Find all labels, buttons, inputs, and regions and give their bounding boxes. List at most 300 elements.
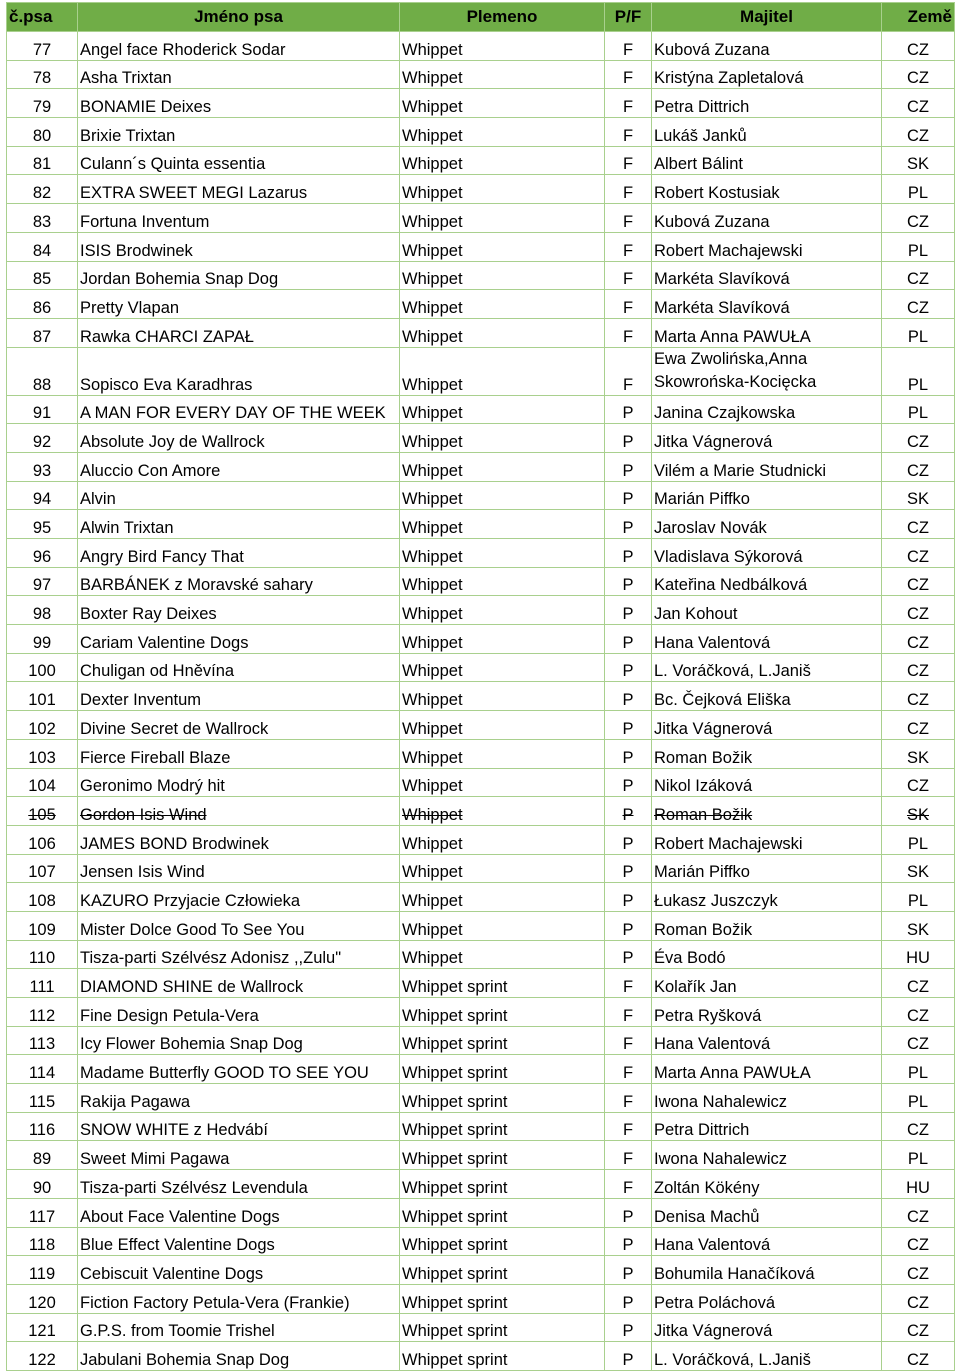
- country-cell: CZ: [882, 89, 955, 118]
- breed-cell: Whippet: [400, 739, 605, 768]
- sex-cell: F: [605, 347, 652, 395]
- dog-number-cell: 113: [7, 1026, 78, 1055]
- owner-cell: Lukáš Janků: [652, 118, 882, 147]
- table-row: [7, 539, 955, 568]
- breed-cell: Whippet: [400, 625, 605, 654]
- dog-name-cell: Cebiscuit Valentine Dogs: [78, 1256, 400, 1285]
- dog-number-cell: 90: [7, 1170, 78, 1199]
- breed-cell: Whippet: [400, 175, 605, 204]
- dog-number-cell: 106: [7, 825, 78, 854]
- table-row: [7, 481, 955, 510]
- owner-cell: Petra Ryšková: [652, 998, 882, 1027]
- dog-name-cell: Tisza-parti Szélvész Adonisz ,,Zulu": [78, 940, 400, 969]
- owner-cell: Hana Valentová: [652, 1026, 882, 1055]
- dog-name-cell: Angel face Rhoderick Sodar: [78, 32, 400, 61]
- dog-name-cell: Angry Bird Fancy That: [78, 539, 400, 568]
- breed-cell: Whippet: [400, 653, 605, 682]
- dog-number-cell: 77: [7, 32, 78, 61]
- table-row: [7, 739, 955, 768]
- country-cell: SK: [882, 739, 955, 768]
- breed-cell: Whippet: [400, 395, 605, 424]
- table-row: [7, 625, 955, 654]
- owner-cell: Marián Piffko: [652, 854, 882, 883]
- table-row: [7, 89, 955, 118]
- owner-cell: Jitka Vágnerová: [652, 1313, 882, 1342]
- breed-cell: Whippet: [400, 481, 605, 510]
- dog-number-cell: 112: [7, 998, 78, 1027]
- country-cell: PL: [882, 347, 955, 395]
- dog-number-cell: 94: [7, 481, 78, 510]
- owner-cell: Marta Anna PAWUŁA: [652, 1055, 882, 1084]
- dog-number-cell: 105: [7, 797, 78, 826]
- dog-name-cell: Rakija Pagawa: [78, 1084, 400, 1113]
- breed-cell: Whippet sprint: [400, 969, 605, 998]
- table-row: [7, 998, 955, 1027]
- breed-cell: Whippet sprint: [400, 1313, 605, 1342]
- sex-cell: P: [605, 539, 652, 568]
- dog-number-cell: 95: [7, 510, 78, 539]
- sex-cell: F: [605, 261, 652, 290]
- dog-name-cell: Fortuna Inventum: [78, 204, 400, 233]
- dog-number-cell: 89: [7, 1141, 78, 1170]
- dog-number-cell: 97: [7, 567, 78, 596]
- dog-name-cell: Cariam Valentine Dogs: [78, 625, 400, 654]
- sex-cell: P: [605, 711, 652, 740]
- column-header-sex: P/F: [605, 3, 652, 32]
- breed-cell: Whippet: [400, 539, 605, 568]
- owner-cell: Jaroslav Novák: [652, 510, 882, 539]
- country-cell: CZ: [882, 768, 955, 797]
- dog-number-cell: 118: [7, 1227, 78, 1256]
- owner-cell: L. Voráčková, L.Janiš: [652, 1342, 882, 1371]
- country-cell: CZ: [882, 711, 955, 740]
- sex-cell: P: [605, 424, 652, 453]
- table-header: [7, 3, 955, 32]
- owner-cell: Markéta Slavíková: [652, 261, 882, 290]
- owner-cell: Marta Anna PAWUŁA: [652, 318, 882, 347]
- column-header-breed: Plemeno: [400, 3, 605, 32]
- breed-cell: Whippet sprint: [400, 1342, 605, 1371]
- sex-cell: F: [605, 1055, 652, 1084]
- table-row: [7, 1141, 955, 1170]
- dog-name-cell: Blue Effect Valentine Dogs: [78, 1227, 400, 1256]
- breed-cell: Whippet: [400, 204, 605, 233]
- dog-number-cell: 121: [7, 1313, 78, 1342]
- country-cell: SK: [882, 481, 955, 510]
- country-cell: PL: [882, 318, 955, 347]
- sex-cell: P: [605, 395, 652, 424]
- sex-cell: F: [605, 232, 652, 261]
- sex-cell: F: [605, 1112, 652, 1141]
- owner-cell: Iwona Nahalewicz: [652, 1084, 882, 1113]
- owner-cell: Roman Božik: [652, 739, 882, 768]
- table-row: [7, 261, 955, 290]
- sex-cell: F: [605, 998, 652, 1027]
- sex-cell: P: [605, 481, 652, 510]
- country-cell: CZ: [882, 1227, 955, 1256]
- breed-cell: Whippet: [400, 567, 605, 596]
- country-cell: CZ: [882, 1342, 955, 1371]
- country-cell: CZ: [882, 1284, 955, 1313]
- dog-number-cell: 78: [7, 60, 78, 89]
- dog-number-cell: 87: [7, 318, 78, 347]
- country-cell: PL: [882, 1055, 955, 1084]
- sex-cell: P: [605, 596, 652, 625]
- table-row: [7, 711, 955, 740]
- dog-name-cell: Pretty Vlapan: [78, 290, 400, 319]
- owner-cell: Bc. Čejková Eliška: [652, 682, 882, 711]
- breed-cell: Whippet: [400, 768, 605, 797]
- breed-cell: Whippet: [400, 32, 605, 61]
- dog-entries-table: [6, 2, 955, 1371]
- owner-cell: Petra Poláchová: [652, 1284, 882, 1313]
- breed-cell: Whippet: [400, 854, 605, 883]
- breed-cell: Whippet: [400, 347, 605, 395]
- owner-cell: Ewa Zwolińska,Anna Skowrońska-Kocięcka: [652, 347, 882, 395]
- dog-number-cell: 100: [7, 653, 78, 682]
- country-cell: CZ: [882, 1198, 955, 1227]
- sex-cell: F: [605, 1084, 652, 1113]
- table-row: [7, 911, 955, 940]
- country-cell: CZ: [882, 1112, 955, 1141]
- dog-number-cell: 99: [7, 625, 78, 654]
- owner-cell: Hana Valentová: [652, 625, 882, 654]
- table-row: [7, 1342, 955, 1371]
- sex-cell: F: [605, 60, 652, 89]
- table-row: [7, 1055, 955, 1084]
- dog-number-cell: 117: [7, 1198, 78, 1227]
- country-cell: SK: [882, 797, 955, 826]
- dog-number-cell: 81: [7, 146, 78, 175]
- column-header-owner: Majitel: [652, 3, 882, 32]
- country-cell: SK: [882, 854, 955, 883]
- dog-name-cell: ISIS Brodwinek: [78, 232, 400, 261]
- owner-cell: Kristýna Zapletalová: [652, 60, 882, 89]
- column-header-dog-name: Jméno psa: [78, 3, 400, 32]
- dog-name-cell: Absolute Joy de Wallrock: [78, 424, 400, 453]
- dog-number-cell: 101: [7, 682, 78, 711]
- dog-name-cell: Alvin: [78, 481, 400, 510]
- dog-number-cell: 103: [7, 739, 78, 768]
- table-row: [7, 232, 955, 261]
- dog-name-cell: EXTRA SWEET MEGI Lazarus: [78, 175, 400, 204]
- sex-cell: P: [605, 940, 652, 969]
- dog-name-cell: Mister Dolce Good To See You: [78, 911, 400, 940]
- dog-number-cell: 98: [7, 596, 78, 625]
- dog-number-cell: 80: [7, 118, 78, 147]
- dog-number-cell: 85: [7, 261, 78, 290]
- dog-name-cell: Rawka CHARCI ZAPAŁ: [78, 318, 400, 347]
- breed-cell: Whippet sprint: [400, 998, 605, 1027]
- sex-cell: P: [605, 854, 652, 883]
- table-row: [7, 854, 955, 883]
- owner-cell: Jitka Vágnerová: [652, 711, 882, 740]
- dog-name-cell: About Face Valentine Dogs: [78, 1198, 400, 1227]
- owner-cell: Marián Piffko: [652, 481, 882, 510]
- sex-cell: F: [605, 32, 652, 61]
- breed-cell: Whippet: [400, 89, 605, 118]
- dog-name-cell: Alwin Trixtan: [78, 510, 400, 539]
- table-row: [7, 969, 955, 998]
- dog-name-cell: G.P.S. from Toomie Trishel: [78, 1313, 400, 1342]
- sex-cell: P: [605, 797, 652, 826]
- breed-cell: Whippet: [400, 452, 605, 481]
- dog-name-cell: Fierce Fireball Blaze: [78, 739, 400, 768]
- dog-number-cell: 96: [7, 539, 78, 568]
- table-row: [7, 682, 955, 711]
- breed-cell: Whippet sprint: [400, 1026, 605, 1055]
- dog-number-cell: 108: [7, 883, 78, 912]
- country-cell: CZ: [882, 118, 955, 147]
- dog-number-cell: 122: [7, 1342, 78, 1371]
- sex-cell: P: [605, 682, 652, 711]
- dog-number-cell: 111: [7, 969, 78, 998]
- country-cell: CZ: [882, 290, 955, 319]
- sex-cell: P: [605, 625, 652, 654]
- country-cell: CZ: [882, 261, 955, 290]
- breed-cell: Whippet: [400, 290, 605, 319]
- sex-cell: F: [605, 318, 652, 347]
- country-cell: PL: [882, 883, 955, 912]
- dog-name-cell: SNOW WHITE z Hedvábí: [78, 1112, 400, 1141]
- breed-cell: Whippet sprint: [400, 1141, 605, 1170]
- owner-cell: Hana Valentová: [652, 1227, 882, 1256]
- country-cell: CZ: [882, 969, 955, 998]
- breed-cell: Whippet: [400, 940, 605, 969]
- dog-number-cell: 115: [7, 1084, 78, 1113]
- owner-cell: Roman Božik: [652, 911, 882, 940]
- table-row: [7, 596, 955, 625]
- table-row: [7, 1313, 955, 1342]
- country-cell: CZ: [882, 32, 955, 61]
- dog-number-cell: 102: [7, 711, 78, 740]
- owner-cell: Petra Dittrich: [652, 89, 882, 118]
- column-header-dog-number: č.psa: [7, 3, 78, 32]
- table-row: [7, 1256, 955, 1285]
- dog-name-cell: Boxter Ray Deixes: [78, 596, 400, 625]
- table-row: [7, 1026, 955, 1055]
- country-cell: HU: [882, 940, 955, 969]
- breed-cell: Whippet sprint: [400, 1170, 605, 1199]
- country-cell: CZ: [882, 1026, 955, 1055]
- dog-name-cell: Gordon Isis Wind: [78, 797, 400, 826]
- country-cell: PL: [882, 825, 955, 854]
- owner-cell: Éva Bodó: [652, 940, 882, 969]
- dog-name-cell: Aluccio Con Amore: [78, 452, 400, 481]
- owner-cell: L. Voráčková, L.Janiš: [652, 653, 882, 682]
- table-row: [7, 32, 955, 61]
- country-cell: PL: [882, 175, 955, 204]
- owner-cell: Robert Machajewski: [652, 825, 882, 854]
- dog-number-cell: 91: [7, 395, 78, 424]
- owner-cell: Nikol Izáková: [652, 768, 882, 797]
- breed-cell: Whippet sprint: [400, 1198, 605, 1227]
- sex-cell: P: [605, 1284, 652, 1313]
- dog-name-cell: BARBÁNEK z Moravské sahary: [78, 567, 400, 596]
- sex-cell: P: [605, 883, 652, 912]
- table-row: [7, 1198, 955, 1227]
- dog-name-cell: Geronimo Modrý hit: [78, 768, 400, 797]
- country-cell: PL: [882, 395, 955, 424]
- country-cell: PL: [882, 1141, 955, 1170]
- owner-cell: Albert Bálint: [652, 146, 882, 175]
- sex-cell: F: [605, 969, 652, 998]
- dog-name-cell: Culann´s Quinta essentia: [78, 146, 400, 175]
- sex-cell: P: [605, 739, 652, 768]
- owner-cell: Petra Dittrich: [652, 1112, 882, 1141]
- owner-cell: Iwona Nahalewicz: [652, 1141, 882, 1170]
- dog-name-cell: Jensen Isis Wind: [78, 854, 400, 883]
- dog-name-cell: Jordan Bohemia Snap Dog: [78, 261, 400, 290]
- breed-cell: Whippet: [400, 711, 605, 740]
- sex-cell: P: [605, 825, 652, 854]
- dog-number-cell: 93: [7, 452, 78, 481]
- dog-name-cell: Fiction Factory Petula-Vera (Frankie): [78, 1284, 400, 1313]
- country-cell: CZ: [882, 510, 955, 539]
- breed-cell: Whippet: [400, 118, 605, 147]
- breed-cell: Whippet: [400, 424, 605, 453]
- dog-name-cell: KAZURO Przyjacie Człowieka: [78, 883, 400, 912]
- table-row: [7, 510, 955, 539]
- owner-cell: Vilém a Marie Studnicki: [652, 452, 882, 481]
- sex-cell: F: [605, 1141, 652, 1170]
- table-row: [7, 1284, 955, 1313]
- header-row: [7, 3, 955, 32]
- breed-cell: Whippet sprint: [400, 1055, 605, 1084]
- sex-cell: P: [605, 1313, 652, 1342]
- dog-name-cell: Madame Butterfly GOOD TO SEE YOU: [78, 1055, 400, 1084]
- table-row: [7, 653, 955, 682]
- dog-name-cell: Jabulani Bohemia Snap Dog: [78, 1342, 400, 1371]
- dog-number-cell: 88: [7, 347, 78, 395]
- breed-cell: Whippet: [400, 825, 605, 854]
- dog-name-cell: JAMES BOND Brodwinek: [78, 825, 400, 854]
- breed-cell: Whippet: [400, 146, 605, 175]
- owner-cell: Vladislava Sýkorová: [652, 539, 882, 568]
- table-row: [7, 290, 955, 319]
- owner-cell: Kubová Zuzana: [652, 32, 882, 61]
- breed-cell: Whippet sprint: [400, 1084, 605, 1113]
- table-row: [7, 1112, 955, 1141]
- dog-number-cell: 120: [7, 1284, 78, 1313]
- dog-number-cell: 82: [7, 175, 78, 204]
- breed-cell: Whippet: [400, 883, 605, 912]
- country-cell: PL: [882, 232, 955, 261]
- dog-name-cell: A MAN FOR EVERY DAY OF THE WEEK: [78, 395, 400, 424]
- breed-cell: Whippet sprint: [400, 1112, 605, 1141]
- owner-cell: Robert Kostusiak: [652, 175, 882, 204]
- table-row: [7, 940, 955, 969]
- sex-cell: F: [605, 204, 652, 233]
- breed-cell: Whippet: [400, 797, 605, 826]
- dog-name-cell: Dexter Inventum: [78, 682, 400, 711]
- country-cell: CZ: [882, 625, 955, 654]
- dog-number-cell: 116: [7, 1112, 78, 1141]
- table-row: [7, 204, 955, 233]
- table-body: [7, 32, 955, 1371]
- country-cell: CZ: [882, 204, 955, 233]
- breed-cell: Whippet: [400, 318, 605, 347]
- table-row: [7, 1084, 955, 1113]
- owner-cell: Jan Kohout: [652, 596, 882, 625]
- sex-cell: P: [605, 567, 652, 596]
- country-cell: HU: [882, 1170, 955, 1199]
- sex-cell: P: [605, 1342, 652, 1371]
- dog-name-cell: Tisza-parti Szélvész Levendula: [78, 1170, 400, 1199]
- dog-number-cell: 119: [7, 1256, 78, 1285]
- dog-number-cell: 92: [7, 424, 78, 453]
- table-row: [7, 347, 955, 395]
- owner-cell: Markéta Slavíková: [652, 290, 882, 319]
- dog-number-cell: 114: [7, 1055, 78, 1084]
- table-row: [7, 883, 955, 912]
- dog-name-cell: Sweet Mimi Pagawa: [78, 1141, 400, 1170]
- table-row: [7, 318, 955, 347]
- dog-number-cell: 86: [7, 290, 78, 319]
- sex-cell: P: [605, 768, 652, 797]
- owner-cell: Kolařík Jan: [652, 969, 882, 998]
- country-cell: PL: [882, 1084, 955, 1113]
- sex-cell: P: [605, 1198, 652, 1227]
- owner-cell: Łukasz Juszczyk: [652, 883, 882, 912]
- breed-cell: Whippet: [400, 60, 605, 89]
- owner-cell: Janina Czajkowska: [652, 395, 882, 424]
- sex-cell: F: [605, 175, 652, 204]
- table-row: [7, 452, 955, 481]
- country-cell: CZ: [882, 539, 955, 568]
- breed-cell: Whippet sprint: [400, 1284, 605, 1313]
- country-cell: CZ: [882, 452, 955, 481]
- breed-cell: Whippet sprint: [400, 1256, 605, 1285]
- table-row: [7, 118, 955, 147]
- sex-cell: P: [605, 1227, 652, 1256]
- country-cell: CZ: [882, 567, 955, 596]
- sex-cell: F: [605, 89, 652, 118]
- dog-name-cell: Brixie Trixtan: [78, 118, 400, 147]
- table-row: [7, 146, 955, 175]
- dog-name-cell: Sopisco Eva Karadhras: [78, 347, 400, 395]
- table-row: [7, 424, 955, 453]
- dog-number-cell: 79: [7, 89, 78, 118]
- country-cell: CZ: [882, 998, 955, 1027]
- sex-cell: P: [605, 1256, 652, 1285]
- table-row: [7, 1170, 955, 1199]
- dog-name-cell: Chuligan od Hněvína: [78, 653, 400, 682]
- owner-cell: Roman Božik: [652, 797, 882, 826]
- table-row: [7, 768, 955, 797]
- dog-name-cell: Fine Design Petula-Vera: [78, 998, 400, 1027]
- dog-number-cell: 107: [7, 854, 78, 883]
- country-cell: CZ: [882, 60, 955, 89]
- country-cell: SK: [882, 911, 955, 940]
- dog-name-cell: Icy Flower Bohemia Snap Dog: [78, 1026, 400, 1055]
- dog-name-cell: BONAMIE Deixes: [78, 89, 400, 118]
- breed-cell: Whippet: [400, 596, 605, 625]
- breed-cell: Whippet: [400, 510, 605, 539]
- table-row: [7, 567, 955, 596]
- country-cell: CZ: [882, 653, 955, 682]
- sex-cell: F: [605, 1026, 652, 1055]
- breed-cell: Whippet sprint: [400, 1227, 605, 1256]
- table-row: [7, 825, 955, 854]
- sex-cell: F: [605, 290, 652, 319]
- country-cell: CZ: [882, 596, 955, 625]
- country-cell: CZ: [882, 424, 955, 453]
- country-cell: SK: [882, 146, 955, 175]
- breed-cell: Whippet: [400, 682, 605, 711]
- sex-cell: F: [605, 1170, 652, 1199]
- owner-cell: Denisa Machů: [652, 1198, 882, 1227]
